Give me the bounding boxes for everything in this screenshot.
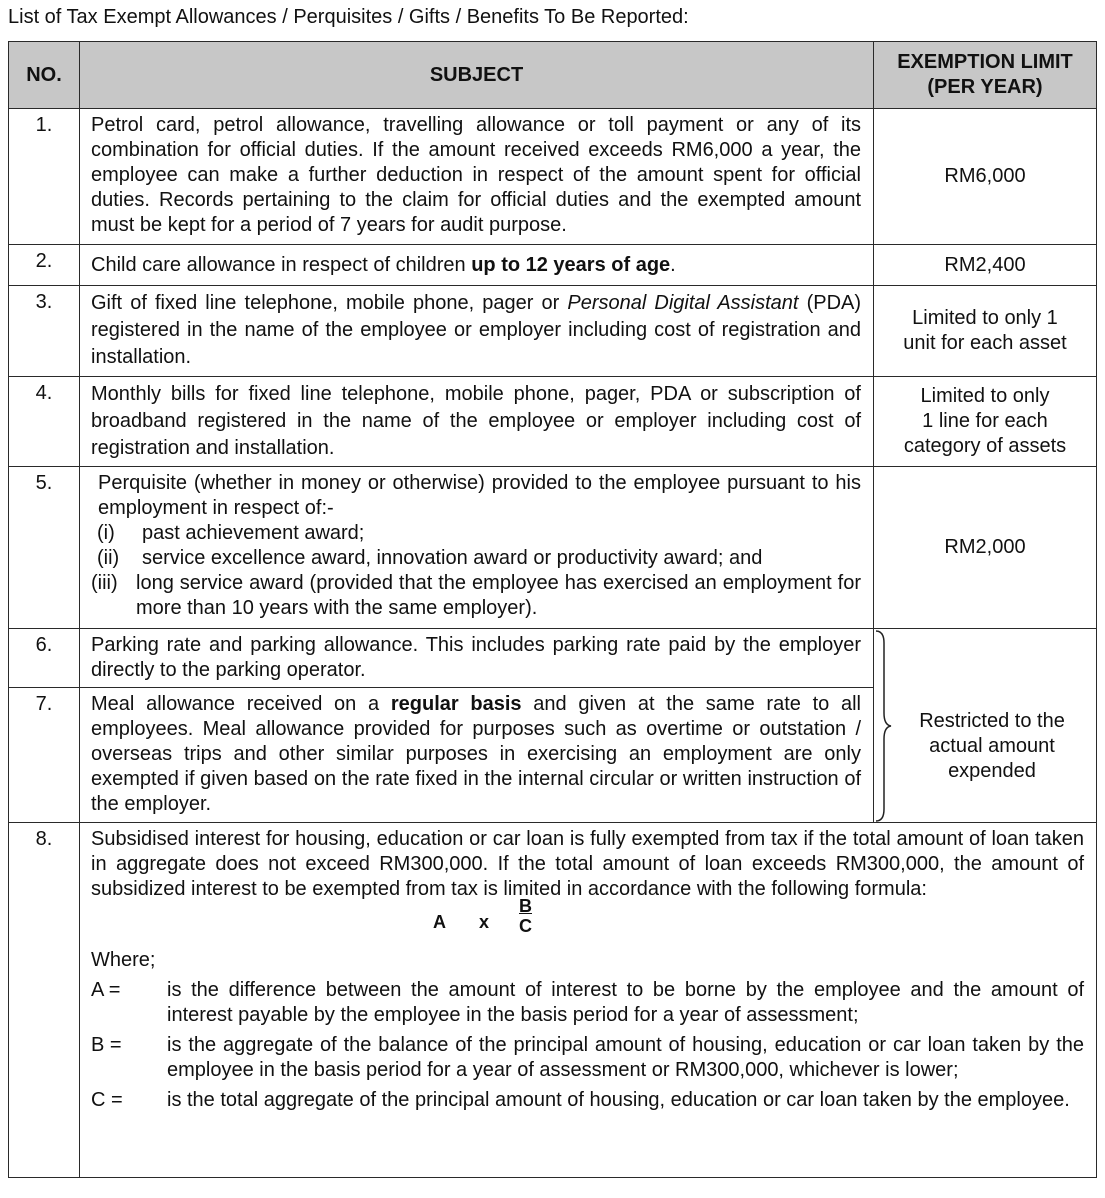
header-subject: SUBJECT — [80, 42, 874, 109]
list-item-label: (i) — [97, 522, 115, 544]
row-number: 5. — [9, 467, 80, 629]
subject-intro: Perquisite (whether in money or otherwise) provided to the employee pursuant to his employment in respect of:- — [98, 472, 861, 519]
row-number: 3. — [9, 286, 80, 377]
definition-key: A = — [91, 979, 121, 1001]
row-subject — [80, 688, 874, 823]
subject-emphasis: regular basis — [390, 693, 522, 715]
merged-limit-line3: expended — [948, 760, 1036, 782]
formula-times: x — [479, 912, 490, 932]
row-subject — [80, 245, 874, 286]
limit-line1: Limited to only 1 — [912, 307, 1058, 329]
list-item — [91, 521, 861, 546]
header-limit — [874, 42, 1097, 109]
row-subject: Monthly bills for fixed line telephone, mobile phone, pager, PDA or subscription of broadband registered in the name of the employee or employer including cost of registration and installation. — [80, 377, 874, 467]
definition-item — [91, 978, 1084, 1028]
table-row — [9, 286, 1097, 377]
row-subject — [80, 823, 1097, 1178]
limit-line1: Limited to only — [920, 385, 1050, 407]
definition-key: B = — [91, 1034, 122, 1056]
row-limit — [874, 286, 1097, 377]
list-item-text: long service award (provided that the employee has exercised an employment for more than 10 years with the same employer). — [136, 572, 861, 619]
row-subject: Petrol card, petrol allowance, travelling allowance or toll payment or any of its combination for official duties. If the amount received exceeds RM6,000 a year, the employee can make a further deduction in respect of the amount spent for official duties. Records pertaining to the claim for official duties and the exempted amount must be kept for a period of 7 years for audit purpose. — [80, 109, 874, 245]
row-limit: RM2,400 — [874, 245, 1097, 286]
row-number: 4. — [9, 377, 80, 467]
merged-limit-cell — [874, 629, 1097, 823]
row-number: 8. — [9, 823, 80, 1178]
row-limit: RM6,000 — [874, 109, 1097, 245]
table-row — [9, 109, 1097, 245]
merged-limit-line1: Restricted to the — [919, 710, 1065, 732]
header-limit-line2: (PER YEAR) — [927, 76, 1043, 98]
formula-a: A — [433, 912, 446, 932]
limit-line3: category of assets — [903, 435, 1067, 457]
table-row — [9, 467, 1097, 629]
header-no: NO. — [9, 42, 80, 109]
merged-limit-text — [892, 709, 1092, 784]
row-subject: Parking rate and parking allowance. This includes parking rate paid by the employer directly to the parking operator. — [80, 629, 874, 688]
table-row — [9, 823, 1097, 1178]
limit-line2: unit for each asset — [903, 332, 1067, 354]
subject-text: Gift of fixed line telephone, mobile phone, pager or — [91, 292, 568, 314]
row-limit — [874, 377, 1097, 467]
table-row — [9, 377, 1097, 467]
subject-text-end: and given at the same rate to all employees. Meal allowance provided for purposes such as overtime or outstation / overseas trips and other similar purposes in exercising an employment are only exempted if given based on the rate fixed in the internal circular or written instruction of the employer. — [91, 693, 861, 815]
definition-text: is the total aggregate of the principal amount of housing, education or car loan taken by the employee. — [167, 1089, 1070, 1111]
subject-text: Child care allowance in respect of children — [91, 254, 472, 276]
merged-limit-line2: actual amount — [929, 735, 1055, 757]
definition-key: C = — [91, 1089, 123, 1111]
limit-line2: 1 line for each — [922, 410, 1048, 432]
formula — [91, 896, 1084, 948]
list-item-label: (iii) — [91, 572, 118, 594]
list-item — [91, 571, 861, 621]
row-limit: RM2,000 — [874, 467, 1097, 629]
subject-italic: Personal Digital Assistant — [567, 292, 799, 314]
table-header-row — [9, 42, 1097, 109]
definition-item — [91, 1088, 1084, 1113]
curly-brace-icon — [874, 629, 894, 823]
list-item-text: past achievement award; — [142, 522, 365, 544]
row-subject — [80, 286, 874, 377]
row-number: 7. — [9, 688, 80, 823]
page-title: List of Tax Exempt Allowances / Perquisites / Gifts / Benefits To Be Reported: — [8, 6, 689, 28]
row-number: 2. — [9, 245, 80, 286]
subject-text-end: . — [670, 254, 676, 276]
formula-fraction — [519, 896, 532, 936]
exemption-table — [8, 41, 1097, 1178]
subject-emphasis: up to 12 years of age — [471, 254, 671, 276]
where-label: Where; — [91, 949, 156, 971]
row-subject — [80, 467, 874, 629]
subject-text: Meal allowance received on a — [91, 693, 391, 715]
definition-text: is the aggregate of the balance of the principal amount of housing, education or car loan taken by the employee in the basis period for a year of assessment or RM300,000, whichever is lower; — [167, 1034, 1084, 1081]
definition-text: is the difference between the amount of interest to be borne by the employee and the amount of interest payable by the employee in the basis period for a year of assessment; — [167, 979, 1084, 1026]
row-number: 6. — [9, 629, 80, 688]
table-row — [9, 245, 1097, 286]
header-limit-line1: EXEMPTION LIMIT — [897, 51, 1073, 73]
list-item-text: service excellence award, innovation award or productivity award; and — [142, 547, 763, 569]
table-row — [9, 629, 1097, 688]
formula-numerator: B — [519, 896, 532, 916]
list-item-label: (ii) — [97, 547, 120, 569]
subject-text-end: (PDA) registered in the name of the employee or employer including cost of registration and installation. — [91, 292, 862, 368]
list-item — [91, 546, 861, 571]
formula-denominator: C — [519, 916, 532, 936]
subject-intro: Subsidised interest for housing, education or car loan is fully exempted from tax if the total amount of loan taken in aggregate does not exceed RM300,000. If the total amount of loan exceeds RM300,000, the amount of subsidized interest to be exempted from tax is limited in accordance with the following formula: — [91, 828, 1084, 900]
definition-item — [91, 1033, 1084, 1083]
row-number: 1. — [9, 109, 80, 245]
